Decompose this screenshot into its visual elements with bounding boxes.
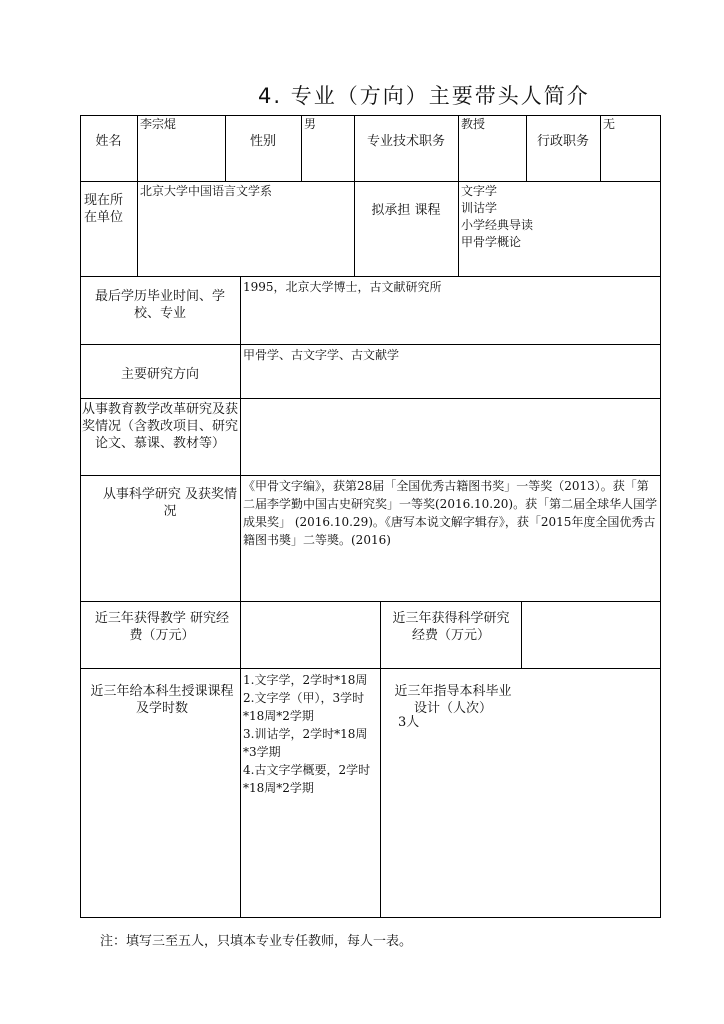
unit-label: 现在所在单位 [84, 193, 124, 225]
education-value: 1995，北京大学博士，古文献研究所 [243, 280, 442, 294]
course-hours-item: 4.古文字学概要，2学时*18周*2学期 [243, 763, 371, 795]
tech-title-label: 专业技术职务 [366, 134, 445, 149]
research-funds-label: 近三年获得科学研究经费（万元） [392, 611, 510, 643]
col-divider [458, 115, 459, 182]
row-divider [80, 276, 661, 277]
name-value: 李宗焜 [140, 117, 177, 131]
research-awards-label: 从事科学研究 及获奖情况 [102, 487, 238, 519]
research-awards-value: 《甲骨文字编》，获第28届「全国优秀古籍图书奖」一等奖（2013）。获「第二届李学勤中国古史研究奖」一等奖(2016.10.20)。获「第二届全球华人国学成果奖」 (2016.10.29)。《唐写本说文解字辑存》，获「2015年度全国优秀古籍图书奬」二等奬。(2016) [243, 479, 658, 547]
gender-label: 性别 [249, 134, 276, 149]
education-label: 最后学历毕业时间、学校、专业 [94, 289, 225, 321]
research-direction-value: 甲骨学、古文字学、古文献学 [243, 348, 400, 362]
row-divider [80, 181, 661, 182]
page-title: 4. 专业（方向）主要带头人简介 [258, 84, 590, 108]
col-divider [354, 181, 355, 277]
col-divider [240, 276, 241, 602]
course-item: 训诂学 [461, 201, 498, 215]
course-hours-item: 1.文字学，2学时*18周 [243, 673, 368, 687]
tech-title-value: 教授 [461, 117, 486, 131]
course-item: 文字学 [461, 184, 498, 198]
col-divider [301, 115, 302, 182]
course-item: 小学经典导读 [461, 218, 534, 232]
row-divider [80, 601, 661, 602]
col-divider [137, 115, 138, 182]
row-divider [80, 398, 661, 399]
col-divider [521, 601, 522, 669]
thesis-supervision-value: 3人 [398, 715, 420, 730]
col-divider [380, 601, 381, 918]
col-divider [240, 601, 241, 918]
unit-value: 北京大学中国语言文学系 [140, 184, 273, 198]
undergrad-courses-list [243, 671, 377, 797]
col-divider [137, 181, 138, 277]
course-item: 甲骨学概论 [461, 235, 522, 249]
row-divider [80, 668, 661, 669]
col-divider [600, 115, 601, 182]
thesis-supervision-label: 近三年指导本科毕业设计（人次） [394, 684, 512, 716]
teaching-reform-label: 从事教育教学改革研究及获奖情况（含教改项目、研究论文、慕课、教材等） [82, 402, 239, 451]
col-divider [458, 181, 459, 277]
admin-title-label: 行政职务 [536, 134, 589, 149]
row-divider [80, 475, 661, 476]
course-hours-item: 3.训诂学，2学时*18周*3学期 [243, 727, 368, 759]
footnote: 注：填写三至五人，只填本专业专任教师，每人一表。 [100, 934, 413, 949]
teaching-funds-label: 近三年获得教学 研究经费（万元） [94, 611, 230, 643]
undergrad-courses-label: 近三年给本科生授课课程及学时数 [90, 684, 234, 716]
admin-title-value: 无 [603, 117, 616, 131]
courses-label: 拟承担 课程 [371, 203, 441, 218]
course-hours-item: 2.文字学（甲），3学时*18周*2学期 [243, 691, 365, 723]
name-label: 姓名 [95, 134, 122, 149]
research-direction-label: 主要研究方向 [120, 367, 199, 382]
planned-courses-list [461, 183, 533, 251]
gender-value: 男 [304, 117, 317, 131]
row-divider [80, 344, 661, 345]
